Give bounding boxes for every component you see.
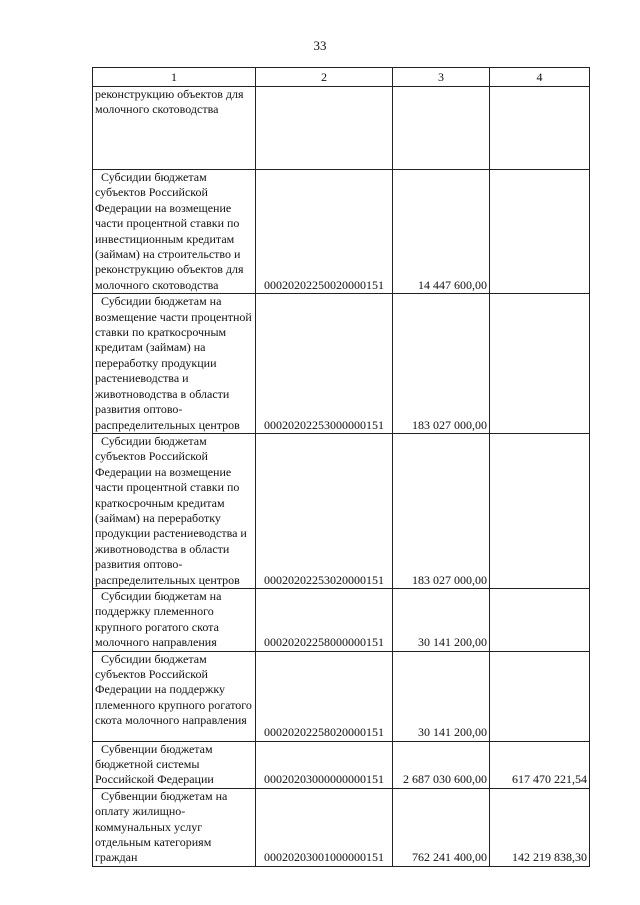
table-header-row [93,68,590,87]
row-code: 00020202258020000151 [256,651,393,741]
table-row [93,294,590,434]
row-amount-col4: 142 219 838,30 [490,788,590,866]
row-amount-col4 [490,588,590,651]
table-row [93,788,590,866]
row-name: Субвенции бюджетам на оплату жилищно-коммунальных услуг отдельным категориям граждан [93,788,256,866]
row-name: реконструкцию объектов для молочного скотоводства [93,87,256,170]
header-col-3: 3 [393,68,490,87]
row-name: Субсидии бюджетам субъектов Российской Федерации на возмещение части процентной ставки по краткосрочным кредитам (займам) на переработку продукции растениеводства и животноводства в области развития оптово-распределительных центров [93,433,256,588]
table-row [93,651,590,741]
row-name: Субсидии бюджетам субъектов Российской Федерации на поддержку племенного крупного рогатого скота молочного направления [93,651,256,741]
row-name: Субсидии бюджетам на возмещение части процентной ставки по краткосрочным кредитам (займам) на переработку продукции растениеводства и животноводства в области развития оптово-распределительных центров [93,294,256,434]
table-row [93,170,590,294]
row-amount-col3: 183 027 000,00 [393,433,490,588]
header-col-4: 4 [490,68,590,87]
row-amount-col4 [490,170,590,294]
row-code: 00020203001000000151 [256,788,393,866]
row-amount-col4 [490,87,590,170]
row-name: Субсидии бюджетам на поддержку племенного крупного рогатого скота молочного направления [93,588,256,651]
row-amount-col4 [490,433,590,588]
row-name: Субвенции бюджетам бюджетной системы Российской Федерации [93,741,256,788]
row-amount-col3: 30 141 200,00 [393,651,490,741]
row-code: 00020202258000000151 [256,588,393,651]
row-amount-col3: 2 687 030 600,00 [393,741,490,788]
row-code: 00020202250020000151 [256,170,393,294]
table-row [93,87,590,170]
row-amount-col3 [393,87,490,170]
budget-table [92,67,590,867]
row-amount-col4 [490,294,590,434]
table-row [93,588,590,651]
row-name: Субсидии бюджетам субъектов Российской Федерации на возмещение части процентной ставки по инвестиционным кредитам (займам) на строительство и реконструкцию объектов для молочного скотоводства [93,170,256,294]
table-row [93,433,590,588]
row-amount-col3: 30 141 200,00 [393,588,490,651]
row-amount-col3: 14 447 600,00 [393,170,490,294]
row-code [256,87,393,170]
row-amount-col4: 617 470 221,54 [490,741,590,788]
row-amount-col4 [490,651,590,741]
row-amount-col3: 762 241 400,00 [393,788,490,866]
row-code: 00020202253020000151 [256,433,393,588]
row-code: 00020202253000000151 [256,294,393,434]
header-col-1: 1 [93,68,256,87]
row-amount-col3: 183 027 000,00 [393,294,490,434]
row-code: 00020203000000000151 [256,741,393,788]
table-row [93,741,590,788]
header-col-2: 2 [256,68,393,87]
page-number: 33 [313,38,327,53]
